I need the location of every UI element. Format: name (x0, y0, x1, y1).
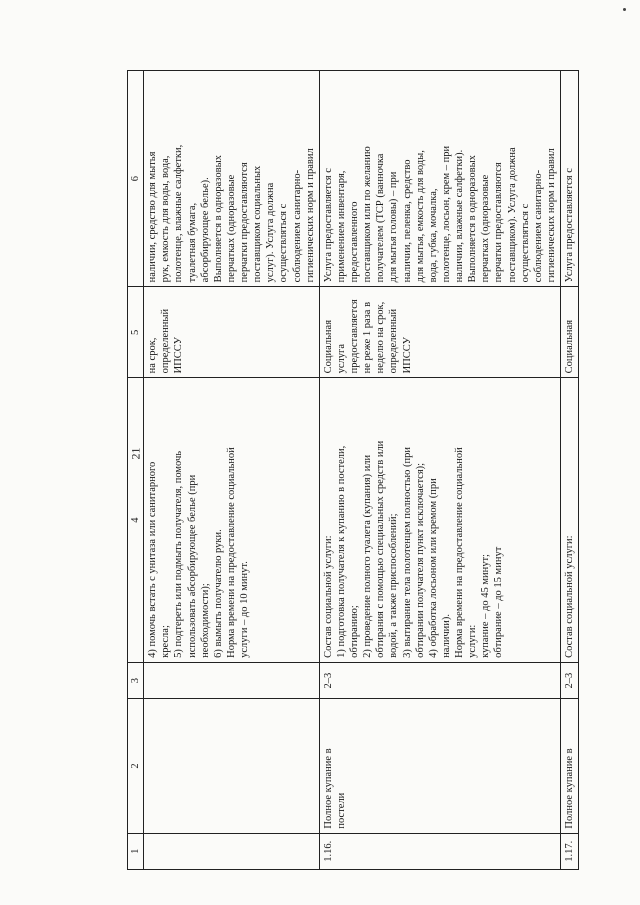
service-content-cell-line: обтиранию; (349, 605, 360, 658)
frequency-cell-line: Социальная (322, 319, 334, 374)
conditions-cell-line: поставщиком или по желанию (362, 146, 374, 283)
header-cell-6: 6 (128, 71, 144, 287)
table-row (319, 71, 560, 870)
service-content-cell-line: Норма времени на предоставление социальной (225, 447, 237, 658)
conditions-cell-line: соблюдением санитарно- (532, 169, 544, 283)
header-row (128, 71, 144, 870)
conditions-cell-line: гигиенических норм и правил (304, 148, 316, 283)
frequency-cell-line: предоставляется (349, 299, 360, 374)
service-content-cell-line: 5) подтереть или подмыть получателя, помочь (173, 450, 185, 658)
conditions-cell-line: поставщиком социальных (252, 165, 264, 283)
conditions-cell-line: для мытья головы) – при (388, 171, 400, 283)
conditions-cell-line: осуществляться с (278, 203, 290, 283)
service-name-cell-line: постели (335, 792, 347, 829)
table-row (144, 71, 320, 870)
conditions-cell-line: применением инвентаря, (335, 170, 347, 283)
conditions-cell-line: Услуга предоставляется с (564, 168, 575, 283)
conditions-cell-line: наличии, средство для мытья (147, 151, 159, 283)
conditions-cell-line: перчатках (одноразовые (480, 174, 492, 283)
service-content-cell-line: 1) подготовка получателя к купанию в постели, (335, 445, 347, 658)
conditions-cell-line: перчатки предоставляются (493, 162, 505, 283)
service-content-cell-line: 3) вытирание тела полотенцем полностью (при (401, 446, 413, 658)
service-content-cell-line: обтирании получателя пункт исключается); (414, 462, 426, 658)
service-content-cell-line: обтирания с помощью специальных средств или (375, 440, 387, 658)
frequency-cell-line: Социальная (564, 319, 575, 374)
service-content-cell-line: услуги: (467, 624, 479, 658)
service-content-cell (561, 378, 579, 663)
page-number: 21 (128, 447, 143, 460)
service-name-cell (561, 699, 579, 833)
frequency-cell (144, 287, 320, 378)
conditions-cell (319, 71, 560, 287)
row-number-cell: 1.16. (319, 833, 560, 869)
code-cell: 2–3 (319, 662, 560, 698)
conditions-cell-line: Выполняется в одноразовых (212, 155, 224, 283)
conditions-cell-line: наличии, влажные салфетки). (454, 149, 465, 283)
conditions-cell (561, 71, 579, 287)
row-number-cell (144, 833, 320, 869)
header-cell-4: 4 (128, 378, 144, 663)
conditions-cell-line: перчатках (одноразовые (225, 174, 237, 283)
service-name-cell (319, 699, 560, 833)
conditions-cell-line: туалетная бумага, (186, 202, 198, 283)
code-cell: 2–3 (561, 662, 579, 698)
conditions-cell-line: полотенце, влажные салфетки, (173, 144, 185, 283)
service-content-cell-line: водой, а также приспособлений; (388, 513, 400, 658)
service-name-cell-line: Полное купание в (322, 748, 334, 829)
service-content-cell (144, 378, 320, 663)
table-row (561, 71, 579, 870)
conditions-cell (144, 71, 320, 287)
service-content-cell-line: необходимости); (199, 583, 211, 658)
header-cell-2: 2 (128, 699, 144, 833)
conditions-cell-line: Услуга предоставляется с (322, 168, 334, 283)
frequency-cell-line: определенный (388, 308, 400, 374)
services-table (127, 70, 579, 870)
service-content-cell-line: услуги – до 10 минут. (239, 561, 250, 658)
conditions-cell-line: наличии, пеленка, средство (401, 159, 413, 283)
conditions-cell-line: рук, емкость для воды, вода, (160, 155, 172, 283)
service-name-cell-line: Полное купание в (564, 748, 575, 829)
conditions-cell-line: предоставленного (349, 201, 360, 283)
service-content-cell-line: 4) помочь встать с унитаза или санитарного (147, 461, 159, 658)
frequency-cell-line: ИПССУ (401, 336, 413, 374)
service-content-cell-line: 4) обработка лосьоном или кремом (при (427, 478, 439, 658)
service-name-cell (144, 699, 320, 833)
service-content-cell-line: 2) проведение полного туалета (купания) или (362, 454, 374, 658)
frequency-cell-line: определенный (160, 308, 172, 374)
conditions-cell-line: получателем (ТСР (ванночка (375, 153, 387, 283)
conditions-cell-line: соблюдением санитарно- (291, 169, 303, 283)
service-content-cell-line: Состав социальной услуги: (564, 535, 575, 658)
conditions-cell-line: абсорбирующее белье). (199, 177, 211, 283)
frequency-cell (561, 287, 579, 378)
service-content-cell (319, 378, 560, 663)
rotated-page (127, 40, 627, 870)
conditions-cell-line: перчатки предоставляются (239, 162, 250, 283)
service-content-cell-line: Норма времени на предоставление социальной (454, 447, 465, 658)
conditions-cell-line: гигиенических норм и правил (545, 148, 557, 283)
conditions-cell-line: осуществляться с (519, 203, 531, 283)
conditions-cell-line: вода, губка, мочалка, (427, 188, 439, 283)
frequency-cell-line: ИПССУ (173, 336, 185, 374)
conditions-cell-line: поставщиком). Услуга должна (506, 147, 518, 283)
frequency-cell (319, 287, 560, 378)
header-cell-1: 1 (128, 833, 144, 869)
code-cell (144, 662, 320, 698)
service-content-cell-line: использовать абсорбирующее белье (при (186, 474, 198, 658)
service-content-cell-line: обтирание – до 15 минут (493, 546, 505, 658)
frequency-cell-line: услуга (335, 343, 347, 374)
conditions-cell-line: услуг). Услуга должна (265, 182, 277, 283)
conditions-cell-line: для мытья, емкость для воды, (414, 150, 426, 283)
service-content-cell-line: наличии). (440, 614, 452, 658)
service-content-cell-line: Состав социальной услуги: (322, 535, 334, 658)
row-number-cell: 1.17. (561, 833, 579, 869)
frequency-cell-line: неделю на срок, (375, 301, 387, 374)
service-content-cell-line: кресла; (160, 625, 172, 658)
scan-speck (623, 8, 626, 11)
service-content-cell-line: 6) вымыть получателю руки. (212, 529, 224, 658)
table-body (144, 71, 579, 870)
frequency-cell-line: на срок, (147, 337, 159, 374)
header-cell-3: 3 (128, 662, 144, 698)
conditions-cell-line: полотенце, лосьон, крем – при (440, 145, 452, 283)
conditions-cell-line: Выполняется в одноразовых (467, 155, 479, 283)
frequency-cell-line: не реже 1 раза в (362, 301, 374, 374)
service-content-cell-line: купание – до 45 минут; (480, 554, 492, 658)
header-cell-5: 5 (128, 287, 144, 378)
